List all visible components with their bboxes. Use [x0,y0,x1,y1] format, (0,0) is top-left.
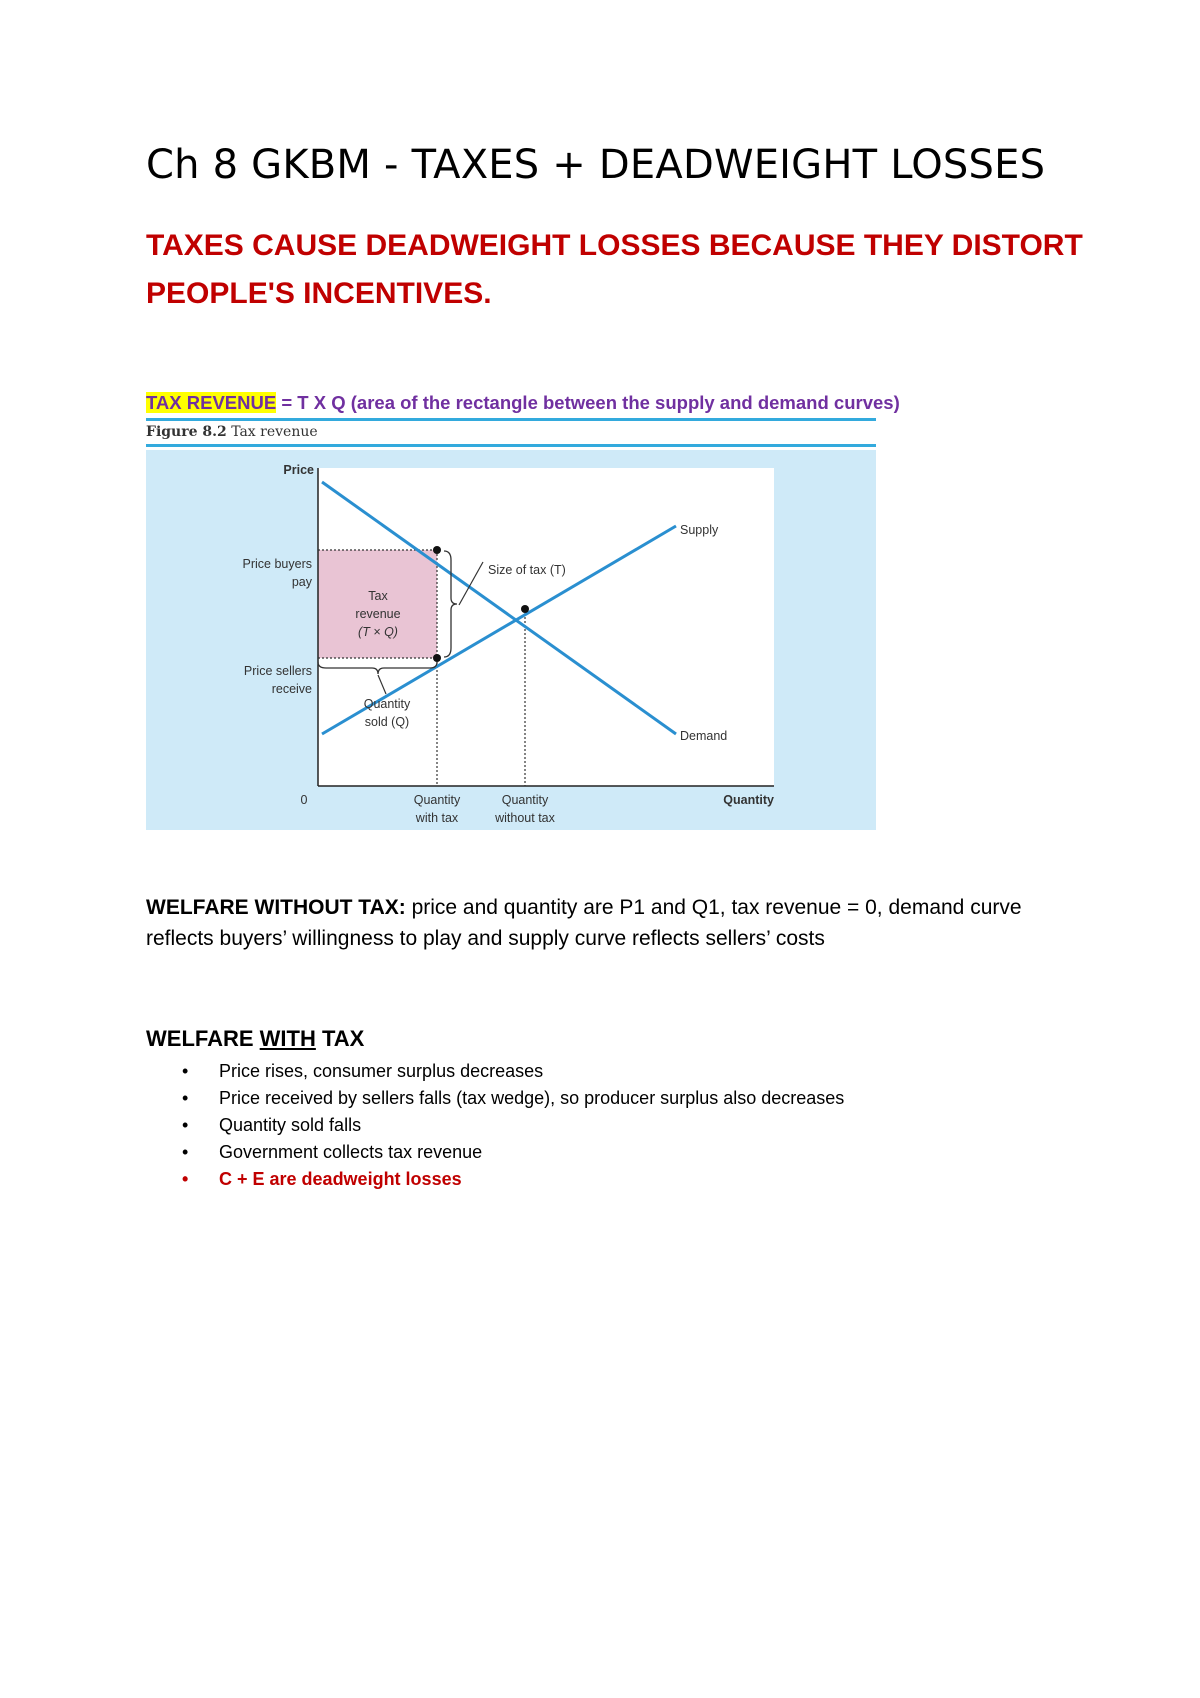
quantity-sold-brace [318,662,437,674]
tax-revenue-area [318,550,437,658]
list-item [146,1058,844,1085]
figure-top-rule [146,418,876,421]
sellers-price-point [433,654,441,662]
tax-size-brace [444,551,457,657]
heading-part-tax: TAX [315,1026,365,1051]
page-title: Ch 8 GKBM - TAXES + DEADWEIGHT LOSSES [146,142,1046,188]
tax-revenue-label-line3: (T × Q) [358,625,398,639]
list-item-text: Price received by sellers falls (tax wedge), so producer surplus also decreases [219,1088,845,1108]
supply-label: Supply [680,523,719,537]
quantity-without-tax-label-line2: without tax [495,811,555,825]
bullet-icon: • [182,1061,189,1081]
tax-revenue-label-line1: Tax [368,589,388,603]
quantity-sold-label-line2: sold (Q) [364,715,410,729]
figure-number: Figure 8.2 [146,424,227,440]
size-of-tax-label: Size of tax (T) [488,563,566,577]
welfare-without-tax [146,892,1066,954]
thesis-statement: TAXES CAUSE DEADWEIGHT LOSSES BECAUSE THEY DISTORT PEOPLE'S INCENTIVES. [146,229,1083,310]
list-item-text: Price rises, consumer surplus decreases [219,1061,544,1081]
tax-revenue-formula: = T X Q (area of the rectangle between the supply and demand curves) [276,392,900,413]
welfare-with-tax-list [146,1058,844,1193]
tax-revenue-highlight: TAX REVENUE [146,392,277,413]
price-buyers-pay-label-line1: Price buyers [242,557,312,571]
list-item-text: Quantity sold falls [219,1115,362,1135]
quantity-with-tax-label-line2: with tax [415,811,459,825]
price-sellers-receive-label-line2: receive [271,682,312,696]
price-buyers-pay-label-line2: pay [291,575,312,589]
buyers-price-point [433,546,441,554]
heading-part-with: WITH [259,1026,316,1051]
supply-demand-diagram [146,450,876,830]
figure-caption-rule [146,444,876,447]
figure-caption-text: Tax revenue [231,424,318,440]
y-axis-label: Price [283,463,314,477]
list-item [146,1166,844,1193]
list-item [146,1085,844,1112]
equilibrium-point [521,605,529,613]
quantity-without-tax-label-line1: Quantity [501,793,549,807]
quantity-sold-pointer [378,675,386,694]
list-item [146,1112,844,1139]
bullet-icon: • [182,1088,189,1108]
tax-revenue-label-line2: revenue [355,607,401,621]
tax-revenue-figure [146,418,876,830]
quantity-with-tax-label-line1: Quantity [413,793,461,807]
welfare-with-tax-heading [146,1026,364,1052]
tax-revenue-definition [146,392,900,414]
bullet-icon: • [182,1169,189,1189]
origin-label: 0 [300,793,308,807]
figure-caption [146,424,318,440]
welfare-without-tax-heading: WELFARE WITHOUT TAX: [146,896,406,919]
quantity-sold-label-line1: Quantity [363,697,411,711]
demand-label: Demand [680,729,728,743]
list-item [146,1139,844,1166]
list-item-text: C + E are deadweight losses [219,1169,462,1189]
price-sellers-receive-label-line1: Price sellers [243,664,312,678]
bullet-icon: • [182,1115,189,1135]
figure-panel [146,450,876,830]
heading-part-welfare: WELFARE [146,1026,260,1051]
list-item-text: Government collects tax revenue [219,1142,483,1162]
x-axis-label: Quantity [723,793,774,807]
bullet-icon: • [182,1142,189,1162]
welfare-without-tax-body: price and quantity are P1 and Q1, tax revenue = 0, demand curve reflects buyers’ willingness to play and supply curve reflects sellers’ costs [146,896,1022,950]
